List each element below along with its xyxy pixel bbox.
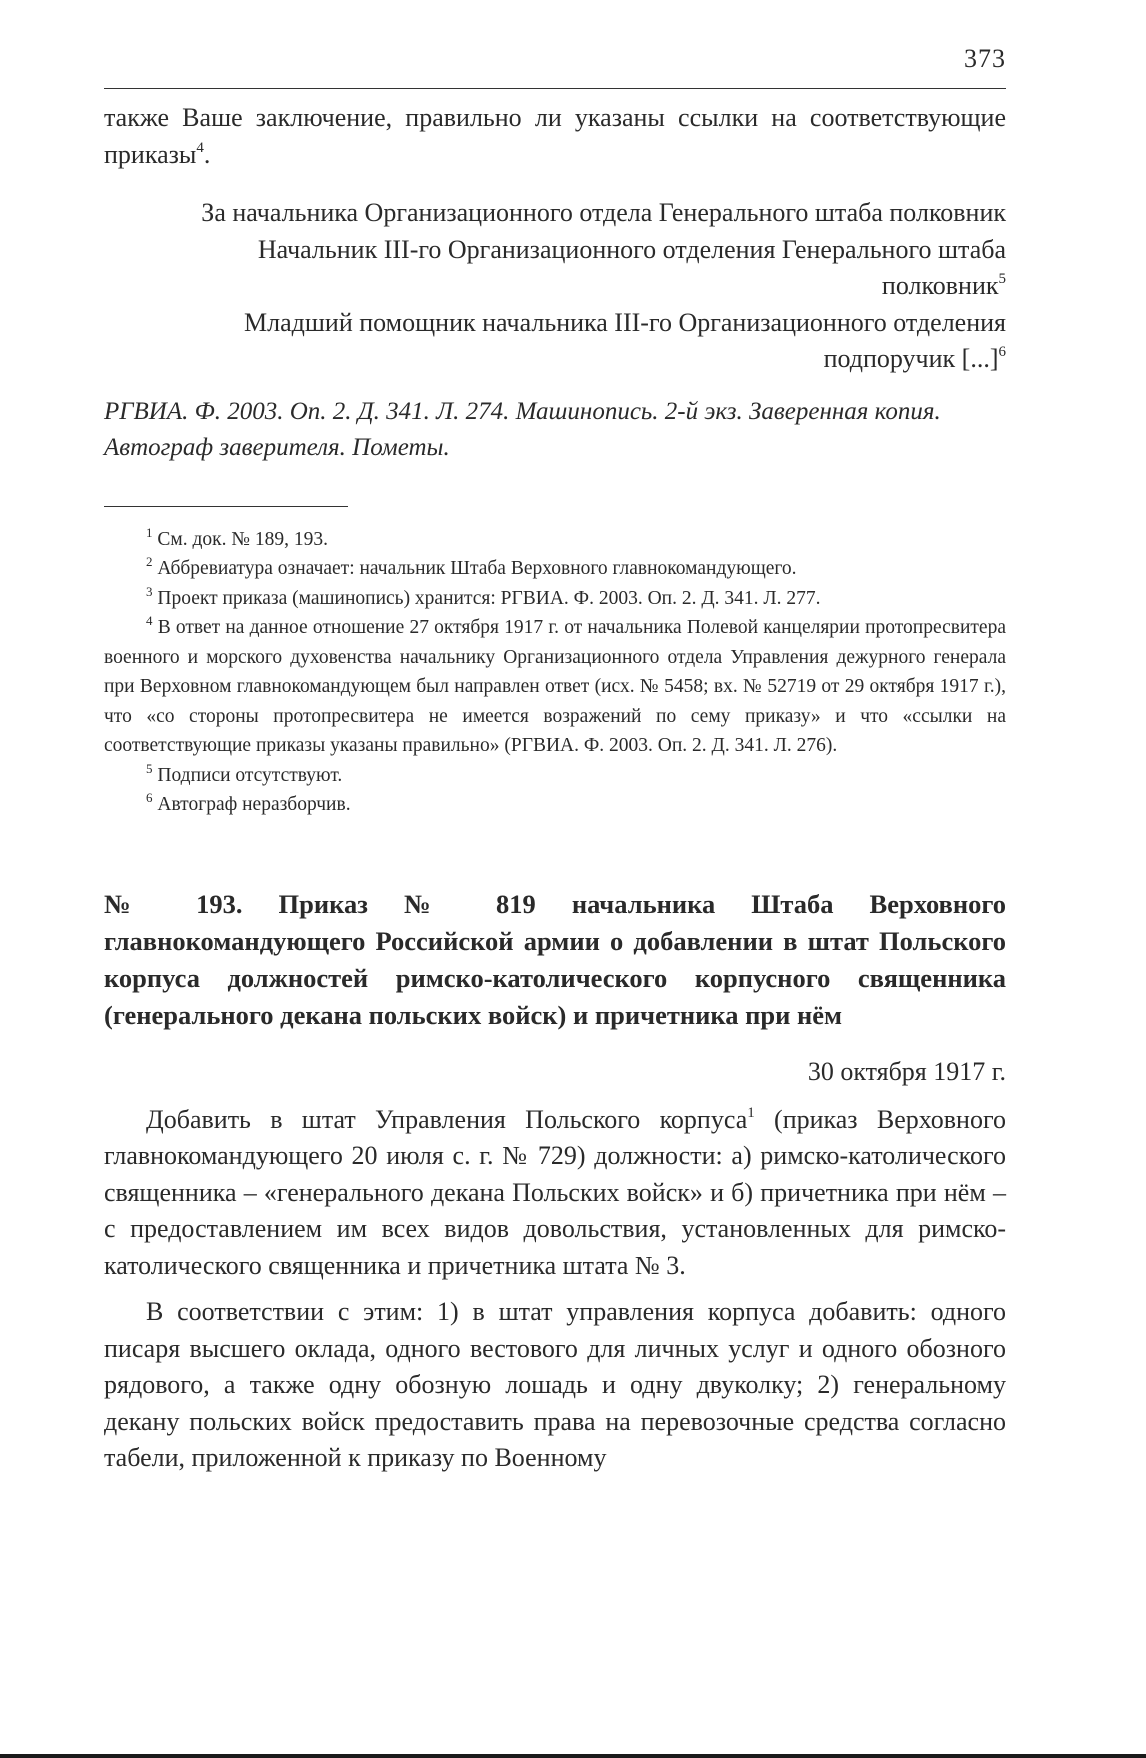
footnotes (104, 525, 1006, 820)
signature-line: Начальник III-го Организационного отделения Генерального штаба полковник$^5$ (257, 234, 1006, 300)
footnote: $^1$ См. док. № 189, 193. (146, 524, 328, 550)
footnote: $^5$ Подписи отсутствуют. (146, 760, 343, 786)
continued-paragraph: также Ваше заключение, правильно ли указаны ссылки на соответствующие приказы$^4$. (104, 103, 1006, 169)
footnote: $^6$ Автограф неразборчив. (146, 790, 351, 815)
signature-block (104, 195, 1006, 378)
footnote: $^3$ Проект приказа (машинопись) хранится: РГВИА. Ф. 2003. Оп. 2. Д. 341. Л. 277. (146, 583, 821, 609)
document-paragraph: Добавить в штат Управления Польского корпуса$^1$ (приказ Верховного главнокомандующего 20 июля с. г. № 729) должности: а) римско-католического священника – «генерального декана Польских войск» и б) причетника при нём – с предоставлением им всех видов довольствия, установленных для римско-католического священника и причетника штата № 3. (104, 1104, 1006, 1280)
document-title: № 193. Приказ № 819 начальника Штаба Верховного главнокомандующего Российской армии о добавлении в штат Польского корпуса должностей римско-католического корпусного священника (генерального декана польских войск) и причетника при нём (104, 888, 1006, 1030)
footnote: $^2$ Аббревиатура означает: начальник Штаба Верховного главнокомандующего. (146, 554, 797, 579)
header-rule (104, 88, 1006, 89)
page-number: 373 (964, 44, 1006, 73)
document-date: 30 октября 1917 г. (807, 1056, 1006, 1086)
scan-edge (0, 1754, 1146, 1758)
footnote-ref: 4 (196, 139, 204, 156)
signature-line: За начальника Организационного отдела Генерального штаба полковник (201, 198, 1006, 227)
footnote-rule (104, 506, 348, 507)
footnote-ref: 1 (747, 1104, 755, 1121)
archive-note: РГВИА. Ф. 2003. Оп. 2. Д. 341. Л. 274. Машинопись. 2-й экз. Заверенная копия. Автограф заверителя. Пометы. (104, 397, 941, 461)
document-paragraph: В соответствии с этим: 1) в штат управления корпуса добавить: одного писаря высшего оклада, одного вестового для личных услуг и одного обозного рядового, а также одну обозную лошадь и одну двуколку; 2) генеральному декану польских войск предоставить права на перевозочные средства согласно табели, приложенной к приказу по Военному (104, 1297, 1006, 1472)
signature-line: Младший помощник начальника III-го Организационного отделения подпоручик [...]$^6$ (244, 307, 1006, 373)
footnote: $^4$ В ответ на данное отношение 27 октября 1917 г. от начальника Полевой канцелярии протопресвитера военного и морского духовенства начальнику Организационного отдела Управления дежурного генерала при Верховном главнокомандующем был направлен ответ (исх. № 5458; вх. № 52719 от 29 октября 1917 г.), что «со стороны протопресвитера не имеется возражений по сему приказу» и что «ссылки на соответствующие приказы указаны правильно» (РГВИА. Ф. 2003. Оп. 2. Д. 341. Л. 276). (104, 613, 1006, 756)
page-content (104, 100, 1006, 1477)
